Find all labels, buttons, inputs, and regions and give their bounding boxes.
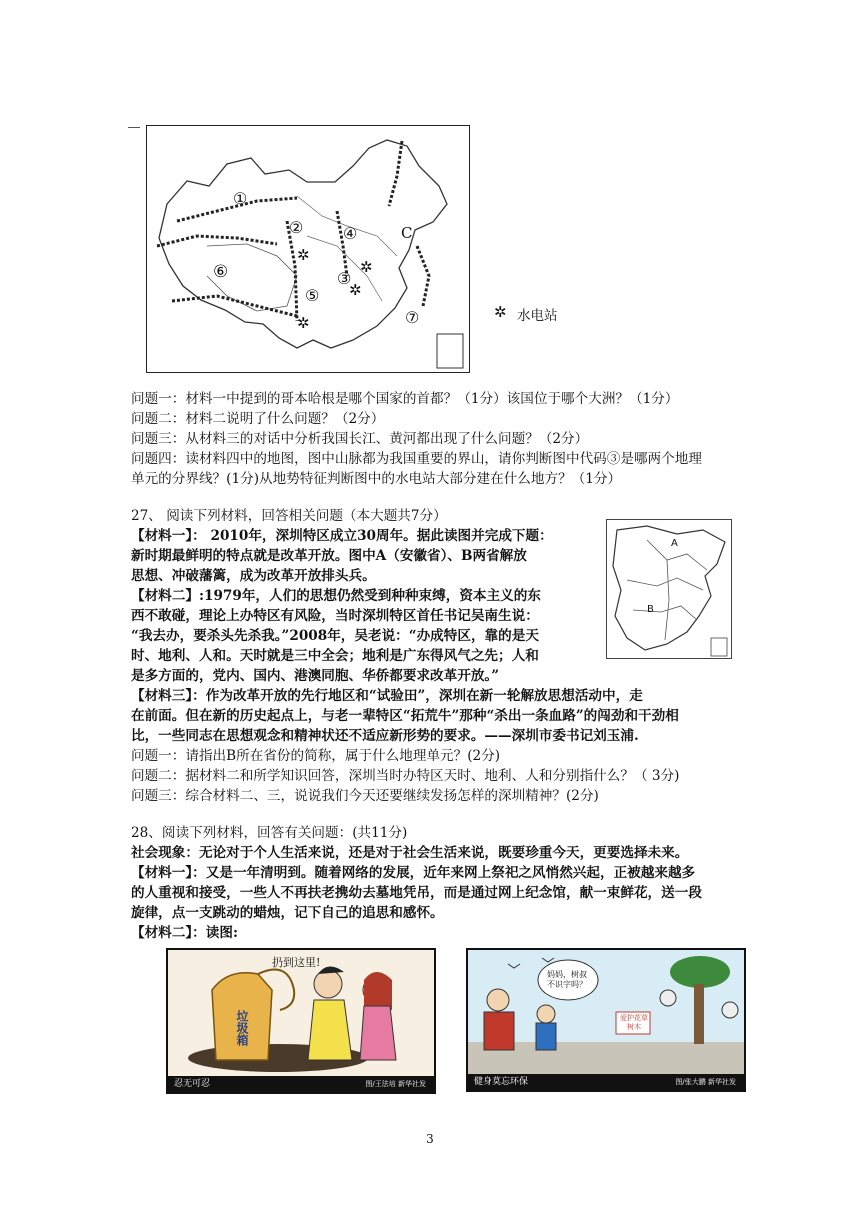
china-relief-map [146, 125, 470, 373]
q27-material-1: 【材料一】： 2010年，深圳特区成立30周年。据此读图并完成下题： [131, 528, 553, 544]
map-label-b: B [647, 604, 654, 615]
q27-material-3-line: 比，一些同志在思想观念和精神状还不适应新形势的要求。——深圳市委书记刘玉浦. [131, 728, 639, 744]
margin-mark [128, 127, 140, 128]
cartoon1-speech: 扔到这里! [272, 956, 321, 969]
province-outline-drawing [607, 520, 731, 658]
map-label-6: ⑥ [213, 262, 229, 282]
hydropower-station-icon: ✲ [349, 281, 362, 299]
anhui-guangdong-map [606, 519, 732, 659]
q28-material-1-line: 旋律，点一支跳动的蜡烛，记下自己的追思和感怀。 [131, 905, 444, 921]
q27-question-2: 问题二：据材料二和所学知识回答，深圳当时办特区天时、地利、人和分别指什么？（ 3分) [131, 768, 680, 784]
q26-question-3: 问题三：从材料三的对话中分析我国长江、黄河都出现了什么问题？（2分） [131, 431, 589, 447]
q28-heading: 28、阅读下列材料，回答有关问题：(共11分) [131, 825, 408, 841]
q26-question-4: 问题四：读材料四中的地图，图中山脉都为我国重要的界山，请你判断图中代码③是哪两个地理 [131, 451, 702, 467]
legend-hydropower-icon: ✲ [494, 303, 507, 321]
cartoon2-speech: 妈妈，树叔不识字吗？ [547, 970, 587, 989]
q26-question-2: 问题二：材料二说明了什么问题？（2分） [131, 411, 385, 427]
q28-material-1: 【材料一】：又是一年清明到。随着网络的发展，近年来网上祭祀之风悄然兴起，正被越来越多 [131, 865, 696, 881]
garbage-bin-label: 垃圾箱 [235, 1010, 249, 1046]
hydropower-station-icon: ✲ [297, 314, 310, 332]
map-label-c: C [401, 224, 413, 242]
q27-material-2: 【材料二】:1979年，人们的思想仍然受到种种束缚，资本主义的东 [131, 588, 541, 604]
cartoon-tree-exercise [466, 948, 746, 1092]
q27-material-3-line: 在前面。但在新的历史起点上，与老一辈特区“拓荒牛”那种“杀出一条血路”的闯劲和干劲相 [131, 708, 679, 724]
q27-material-2-line: “我去办，要杀头先杀我。”2008年，吴老说：“办成特区，靠的是天 [131, 628, 539, 644]
cartoon1-credit: 图/王法培 新华社发 [365, 1080, 426, 1088]
cartoon2-caption: 健身莫忘环保 [474, 1077, 529, 1087]
legend-hydropower-label: 水电站 [517, 308, 558, 324]
q26-question-4-cont: 单元的分界线？(1分)从地势特征判断图中的水电站大部分建在什么地方？（1分） [131, 471, 622, 487]
q28-social-phenomenon: 社会现象：无论对于个人生活来说，还是对于社会生活来说，既要珍重今天，更要选择未来。 [131, 845, 689, 861]
q28-material-1-line: 的人重视和接受，一些人不再扶老携幼去墓地凭吊，而是通过网上纪念馆，献一束鲜花，送一段 [131, 885, 702, 901]
q27-material-2-line: 时、地利、人和。天时就是三中全会；地利是广东得风气之先；人和 [131, 648, 539, 664]
q27-material-3: 【材料三】：作为改革开放的先行地区和“试验田”，深圳在新一轮解放思想活动中，走 [131, 688, 643, 704]
q27-question-3: 问题三：综合材料二、三，说说我们今天还要继续发扬怎样的深圳精神？(2分) [131, 788, 599, 804]
q27-question-1: 问题一：请指出B所在省份的简称，属于什么地理单元？(2分) [131, 748, 501, 764]
cartoon2-credit: 图/张大鹏 新华社发 [675, 1078, 736, 1086]
q26-question-1: 问题一：材料一中提到的哥本哈根是哪个国家的首都？（1分）该国位于哪个大洲？（1分） [131, 391, 679, 407]
cartoon1-caption: 忍无可忍 [174, 1079, 211, 1089]
q27-material-2-line: 西不敢碰，理论上办特区有风险，当时深圳特区首任书记吴南生说： [131, 608, 539, 624]
map-label-7: ⑦ [405, 308, 420, 327]
page-number: 3 [426, 1132, 434, 1146]
map-label-1: ① [233, 189, 248, 208]
q27-material-1-line: 新时期最鲜明的特点就是改革开放。图中A（安徽省）、B两省解放 [131, 548, 527, 564]
cartoon-littering [166, 948, 436, 1094]
map-label-3: ③ [337, 269, 352, 288]
map-label-5: ⑤ [305, 286, 320, 305]
cartoon1-caption-bar [168, 1076, 434, 1092]
hydropower-station-icon: ✲ [360, 258, 373, 276]
cartoon-tree-exercise-drawing [468, 950, 744, 1074]
map-label-2: ② [289, 218, 304, 237]
q27-heading: 27、 阅读下列材料，回答相关问题（本大题共7分） [131, 508, 447, 524]
q28-material-2: 【材料二】：读图: [131, 925, 238, 941]
cartoon2-sign: 爱护花草树木 [620, 1014, 648, 1031]
map-label-4: ④ [343, 224, 358, 243]
hydropower-station-icon: ✲ [297, 246, 310, 264]
map-label-a: A [671, 538, 678, 549]
cartoon2-caption-bar [468, 1074, 744, 1090]
q27-material-1-line: 思想、冲破藩篱，成为改革开放排头兵。 [131, 568, 376, 584]
q27-material-2-line: 是多方面的，党内、国内、港澳同胞、华侨都要求改革开放。” [131, 668, 500, 684]
